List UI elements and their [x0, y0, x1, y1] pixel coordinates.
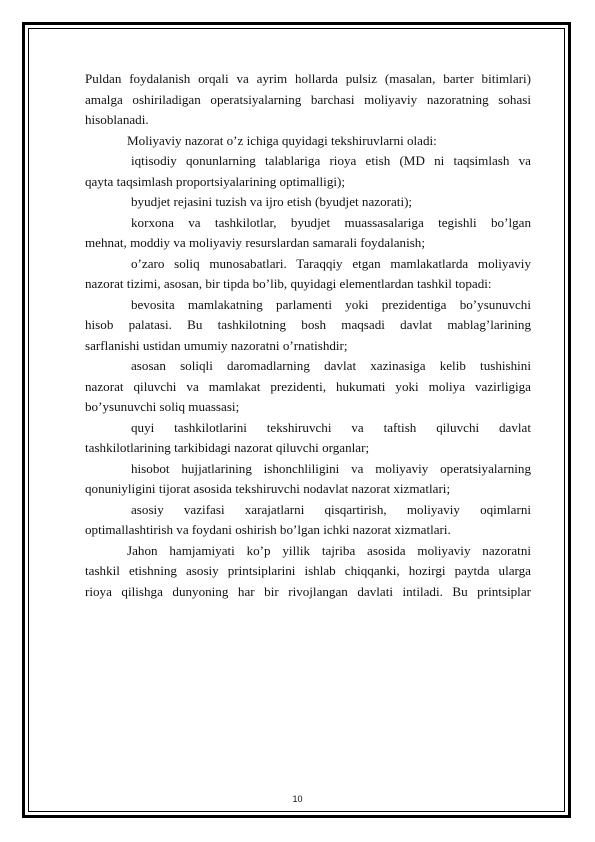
- paragraph-list-intro: [85, 131, 531, 152]
- list-item-budget: [85, 192, 531, 213]
- text-line: hisobot hujjatlarining ishonchliligini va moliyaviy operatsiyalarning: [131, 460, 531, 476]
- list-item-resources: [85, 213, 531, 254]
- text-line: nazorat tizimi, asosan, bir tipda bo’lib, quyidagi elementlardan tashkil topadi:: [85, 276, 492, 291]
- page-number: 10: [292, 794, 303, 804]
- list-item-audit-chamber: [85, 295, 531, 357]
- text-line: amalga oshiriladigan operatsiyalarning barchasi moliyaviy nazoratning sohasi: [85, 91, 531, 107]
- text-line: asosiy vazifasi xarajatlarni qisqartirish, moliyaviy oqimlarni: [131, 501, 531, 517]
- text-line: rioya qilishga dunyoning har bir rivojlangan davlati intiladi. Bu printsiplar: [85, 583, 531, 599]
- text-line: hisoblanadi.: [85, 112, 149, 127]
- text-line: quyi tashkilotlarini tekshiruvchi va taftish qiluvchi davlat: [131, 419, 531, 435]
- text-line: qayta taqsimlash proportsiyalarining optimalligi);: [85, 173, 346, 189]
- list-item-tax-relations: [85, 254, 531, 295]
- text-line: tashkil etishning asosiy printsiplarini ishlab chiqqanki, hozirgi paytda ularga: [85, 563, 531, 578]
- text-line: byudjet rejasini tuzish va ijro etish (byudjet nazorati);: [131, 194, 413, 209]
- text-line: bo’ysunuvchi soliq muassasi;: [85, 399, 240, 414]
- text-line: korxona va tashkilotlar, byudjet muassasalariga tegishli bo’lgan: [131, 214, 531, 230]
- text-line: qonuniyligini tijorat asosida tekshiruvchi nodavlat nazorat xizmatlari;: [85, 481, 451, 496]
- text-line: optimallashtirish va foydani oshirish bo’lgan ichki nazorat xizmatlari.: [85, 522, 451, 537]
- text-line: Puldan foydalanish orqali va ayrim hollarda pulsiz (masalan, barter bitimlari): [85, 71, 531, 86]
- text-line: mehnat, moddiy va moliyaviy resurslardan samarali foydalanish;: [85, 235, 425, 250]
- text-line: asosan soliqli daromadlarning davlat xazinasiga kelib tushishini: [131, 358, 531, 373]
- list-item-control-bodies: [85, 418, 531, 459]
- text-line: iqtisodiy qonunlarning talablariga rioya etish (MD ni taqsimlash va: [131, 153, 531, 168]
- text-line: o’zaro soliq munosabatlari. Taraqqiy etgan mamlakatlarda moliyaviy: [131, 255, 531, 271]
- list-item-tax-institution: [85, 356, 531, 418]
- list-item-economic-laws: [85, 151, 531, 192]
- text-line: sarflanishi ustidan umumiy nazoratni o’rnatishdir;: [85, 337, 348, 353]
- list-item-internal-control: [85, 500, 531, 541]
- text-line: nazorat qiluvchi va mamlakat prezidenti, hukumati yoki moliya vazirligiga: [85, 378, 531, 394]
- text-line: Moliyaviy nazorat o’z ichiga quyidagi tekshiruvlarni oladi:: [127, 132, 437, 148]
- list-item-nongov-services: [85, 459, 531, 500]
- document-body: [85, 69, 531, 602]
- paragraph-world-experience: [85, 541, 531, 603]
- text-line: Jahon hamjamiyati ko’p yillik tajriba asosida moliyaviy nazoratni: [127, 542, 531, 558]
- text-line: hisob palatasi. Bu tashkilotning bosh maqsadi davlat mablag’larining: [85, 317, 531, 332]
- text-line: tashkilotlarining tarkibidagi nazorat qiluvchi organlar;: [85, 440, 370, 455]
- paragraph-intro: [85, 69, 531, 131]
- text-line: bevosita mamlakatning parlamenti yoki prezidentiga bo’ysunuvchi: [131, 296, 531, 312]
